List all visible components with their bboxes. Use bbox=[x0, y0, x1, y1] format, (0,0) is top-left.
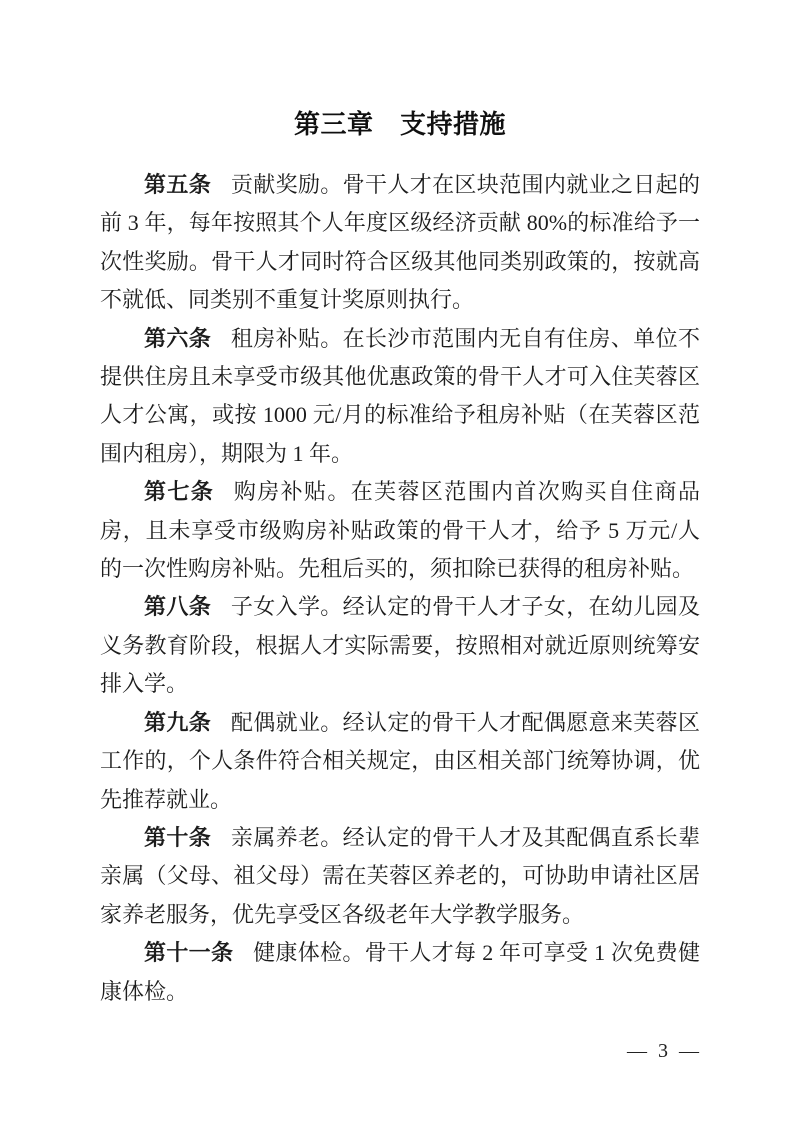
article-term: 第五条 bbox=[144, 172, 212, 197]
article-paragraph bbox=[100, 320, 700, 474]
article-body: 配偶就业。经认定的骨干人才配偶愿意来芙蓉区工作的，个人条件符合相关规定，由区相关部门统筹协调，优先推荐就业。 bbox=[100, 709, 700, 812]
article-body: 租房补贴。在长沙市范围内无自有住房、单位不提供住房且未享受市级其他优惠政策的骨干人才可入住芙蓉区人才公寓，或按 1000 元/月的标准给予租房补贴（在芙蓉区范围内租房），期限为 1 年。 bbox=[100, 325, 700, 466]
chapter-title: 第三章 支持措施 bbox=[293, 109, 506, 139]
article-term: 第九条 bbox=[144, 709, 212, 735]
articles-container bbox=[100, 166, 700, 1011]
article-term: 第十条 bbox=[144, 824, 212, 850]
article-term: 第六条 bbox=[144, 325, 212, 351]
article-paragraph bbox=[100, 588, 700, 703]
article-paragraph bbox=[100, 819, 700, 934]
article-term: 第七条 bbox=[144, 479, 215, 505]
article-paragraph bbox=[100, 704, 700, 819]
article-paragraph bbox=[100, 166, 700, 320]
article-paragraph bbox=[100, 473, 700, 588]
article-body: 购房补贴。在芙蓉区范围内首次购买自住商品房，且未享受市级购房补贴政策的骨干人才，给予 5 万元/人的一次性购房补贴。先租后买的，须扣除已获得的租房补贴。 bbox=[100, 479, 700, 582]
article-body: 健康体检。骨干人才每 2 年可享受 1 次免费健康体检。 bbox=[100, 940, 700, 1004]
article-term: 第十一条 bbox=[144, 940, 234, 966]
article-term: 第八条 bbox=[144, 594, 212, 620]
article-body: 贡献奖励。骨干人才在区块范围内就业之日起的前 3 年，每年按照其个人年度区级经济贡献 80%的标准给予一次性奖励。骨干人才同时符合区级其他同类别政策的，按就高不就低、同类别不重复计奖原则执行。 bbox=[100, 172, 700, 313]
page-number: — 3 — bbox=[627, 1040, 702, 1062]
article-paragraph bbox=[100, 934, 700, 1011]
article-body: 亲属养老。经认定的骨干人才及其配偶直系长辈亲属（父母、祖父母）需在芙蓉区养老的，可协助申请社区居家养老服务，优先享受区各级老年大学教学服务。 bbox=[100, 824, 700, 927]
article-body: 子女入学。经认定的骨干人才子女，在幼儿园及义务教育阶段，根据人才实际需要，按照相对就近原则统筹安排入学。 bbox=[100, 594, 700, 697]
